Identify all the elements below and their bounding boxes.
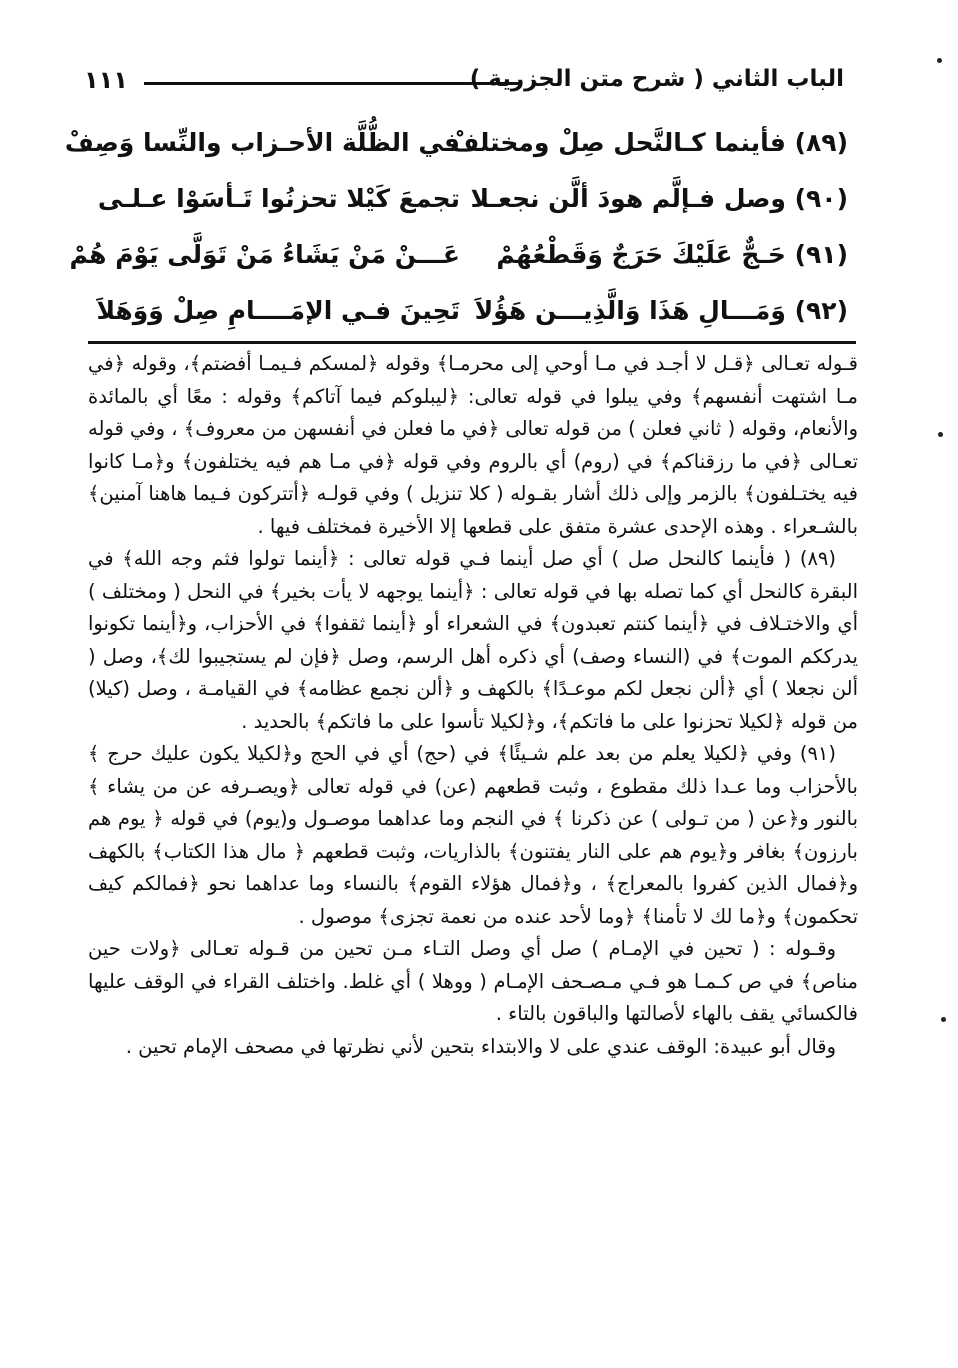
header-rule <box>144 82 522 85</box>
page-header <box>84 52 844 102</box>
verse-first-hemistich: (٩٢) وَمَـــالِ هَذَا وَالَّذِيـــن هَؤُلاَ <box>474 296 848 325</box>
verse-line <box>64 118 848 174</box>
verse-first-hemistich: (٨٩) فأينما كـالنَّحل صِلْ ومختلفْ <box>450 128 848 157</box>
scan-speck <box>938 432 943 437</box>
verse-second-hemistich: تجمعَ كَيْلا تحزنُوا تَـأسَوْا عـلـى <box>97 184 460 213</box>
verse-second-hemistich: عَـــنْ مَنْ يَشَاءُ مَنْ تَوَلَّى يَوْمَ هُمْ <box>69 240 460 269</box>
verse-first-hemistich: (٩٠) وصل فـإلَّم هودَ ألَّن نجعـلا <box>470 184 848 213</box>
poem-separator-rule <box>88 341 856 344</box>
verse-first-hemistich: (٩١) حَـجٌّ عَلَيْكَ حَرَجٌ وَقَطْعُهُمْ <box>496 240 848 269</box>
scan-speck <box>941 1017 946 1022</box>
commentary-body <box>88 348 858 1063</box>
commentary-paragraph: وقـوله : ( تحين في الإمـام ) صل أي وصل التـاء مـن تحين من قـوله تعـالى ﴿ولات حين مناص﴾ في ص كـمـا هو فـي مـصـحف الإمـام ( ووهلا ) أي غلط. واختلف القراء في الوقف عليها فالكسائي يقف بالهاء لأصالتها والباقون بالتاء . <box>88 937 858 1025</box>
verse-second-hemistich: تَحِينَ فـي الإمَــــامِ صِلْ وَوَهَلاَ <box>96 296 460 325</box>
verse-line <box>96 286 848 342</box>
commentary-paragraph: وقال أبو عبيدة: الوقف عندي على لا والابتداء بتحين لأني نظرتها في مصحف الإمام تحين . <box>125 1034 836 1058</box>
scan-speck <box>937 58 942 63</box>
chapter-title: الباب الثاني ( شرح متن الجزرية ) <box>469 66 844 92</box>
verse-line <box>69 230 848 286</box>
page-number: ١١١ <box>84 66 128 94</box>
commentary-paragraph: (٩١) وفي ﴿لكيلا يعلم من بعد علم شـيئًا﴾ في (حج) أي في الحج و﴿لكيلا يكون عليك حرج ﴾ بالأحزاب وما عـدا ذلك مقطوع ، وثبت قطعهم (عن) في قوله تعالى ﴿ويصـرفه عن من يشاء ﴾ بالنور و﴿عن ( من تـولى ) عن ذكرنا ﴾ في النجم وما عداهما موصـول و(يوم) في قوله ﴿ يوم هم بارزون﴾ بغافر و﴿يوم هم على النار يفتنون﴾ بالذاريات، وثبت قطعهم ﴿ مال هذا الكتاب﴾ بالكهف و﴿فمال الذين كفروا بالمعراج﴾ ، و﴿فمال هؤلاء القوم﴾ بالنساء وما عداهما نحو ﴿فمالكم كيف تحكمون﴾ و﴿ما لك لا تأمنا﴾ ﴿وما لأحد عنده من نعمة تجزى﴾ موصول . <box>88 742 858 928</box>
commentary-paragraph: (٨٩) ( فأينما كالنحل صل ) أي صل أينما فـي قوله تعالى : ﴿أينما تولوا فثم وجه الله﴾ في البقرة كالنحل أي كما تصله بها في قوله تعالى : ﴿أينما يوجهه لا يأت بخير﴾ في النحل ( ومختلف ) أي والاختـلاف في ﴿أينما كنتم تعبدون﴾ في الشعراء أو ﴿أينما ثقفوا﴾ في الأحزاب، و﴿أينما تكونوا يدرككم الموت﴾ في (النساء وصف) أي ذكره أهل الرسم، وصل ﴿فإن لم يستجيبوا لك﴾، وصل ( ألن نجعلا ) أي ﴿ألن نجعل لكم موعـدًا﴾ بالكهف و ﴿ألن نجمع عظامه﴾ في القيامـة ، وصل (كيلا) من قوله ﴿لكيلا تحزنوا على ما فاتكم﴾، و﴿لكيلا تأسوا على ما فاتكم﴾ بالحديد . <box>88 547 858 733</box>
commentary-paragraph: قـوله تعـالى ﴿قـل لا أجـد في مـا أوحي إلى محرمـا﴾ وقوله ﴿لمسكم فـيمـا أفضتم﴾، وقوله ﴿في مـا اشتهت أنفسهم﴾ وفي يبلوا في قوله تعالى: ﴿ليبلوكم فيما آتاكم﴾ وقوله : معًا أي بالمائدة والأنعام، وقوله ( ثاني فعلن ) من قوله تعالى ﴿في ما فعلن في أنفسهن من معروف﴾ ، وفي قوله تعـالى ﴿في ما رزقناكم﴾ في (روم) أي بالروم وفي قوله ﴿في مـا هم فيه يختلفون﴾ و﴿مـا كانوا فيه يختـلفون﴾ بالزمر وإلى ذلك أشار بقـوله ( كلا تنزيل ) وفي قولـه ﴿أتتركون فـيما هاهنا آمنين﴾ بالشـعراء . وهذه الإحدى عشرة متفق على قطعها إلا الأخيرة فمختلف فيها . <box>88 352 858 538</box>
verse-line <box>97 174 848 230</box>
verse-second-hemistich: في الظُّلَّة الأحـزاب والنِّسا وَصِفْ <box>64 128 460 157</box>
poem-verses <box>64 118 848 342</box>
